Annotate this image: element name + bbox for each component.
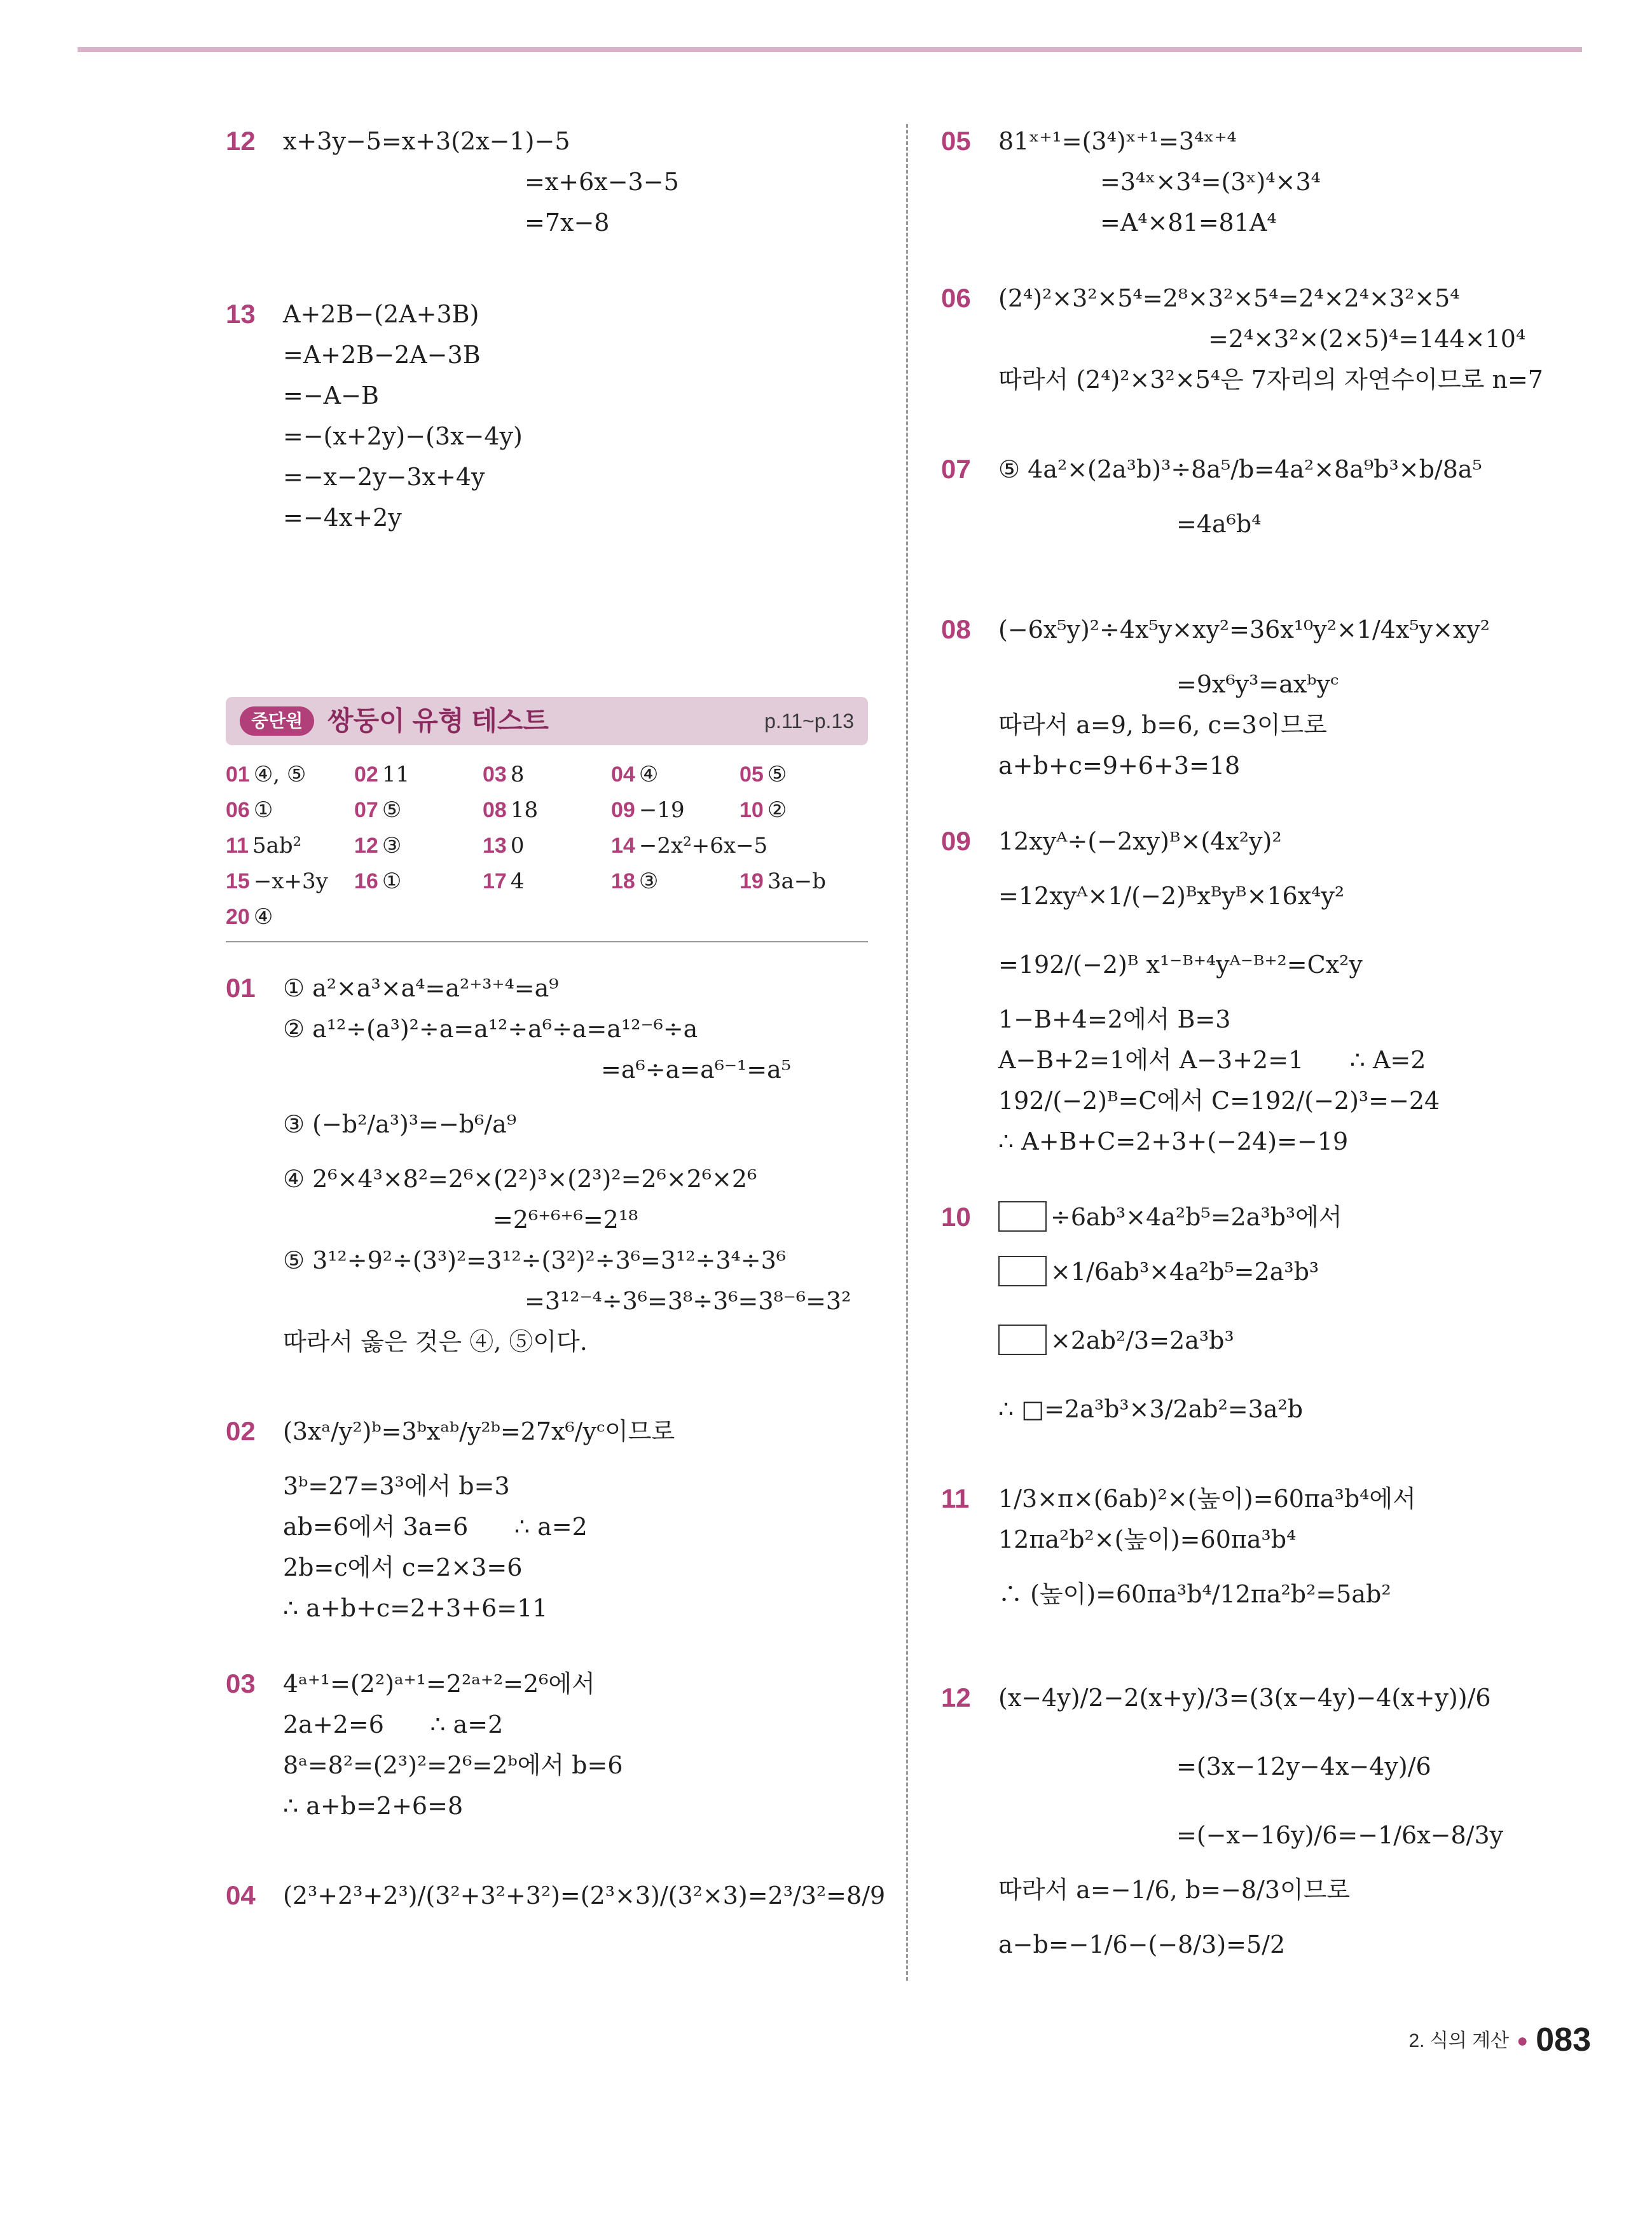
equation-line: =2⁴×3²×(2×5)⁴=144×10⁴ bbox=[1208, 325, 1526, 353]
equation-line: ④ 2⁶×4³×8²=2⁶×(2²)³×(2³)²=2⁶×2⁶×2⁶ bbox=[283, 1165, 757, 1193]
equation-line: ③ (−b²/a³)³=−b⁶/a⁹ bbox=[283, 1110, 517, 1138]
equation-line: ÷6ab³×4a²b⁵=2a³b³에서 bbox=[998, 1197, 1590, 1237]
answer-item: 12 ③ bbox=[354, 833, 402, 858]
equation-line: ② a¹²÷(a³)²÷a=a¹²÷a⁶÷a=a¹²⁻⁶÷a bbox=[283, 1015, 698, 1043]
equation-line: =−A−B bbox=[283, 382, 379, 410]
problem-number: 05 bbox=[941, 126, 971, 156]
answer-item: 15 −x+3y bbox=[226, 869, 328, 894]
problem-number: 04 bbox=[226, 1880, 256, 1910]
solution-05 bbox=[941, 121, 1590, 243]
answer-item: 14 −2x²+6x−5 bbox=[611, 833, 768, 858]
equation-line: A−B+2=1에서 A−3+2=1 ∴ A=2 bbox=[998, 1046, 1426, 1074]
problem-13 bbox=[226, 294, 868, 538]
answer-item: 05 ⑤ bbox=[740, 762, 787, 787]
equation-line: =12xyᴬ×1/(−2)ᴮxᴮyᴮ×16x⁴y² bbox=[998, 882, 1345, 910]
chapter-label: 2. 식의 계산 bbox=[1408, 2030, 1510, 2051]
equation-line: ×2ab²/3=2a³b³ bbox=[998, 1306, 1590, 1375]
equation-line: =3⁴ˣ×3⁴=(3ˣ)⁴×3⁴ bbox=[1100, 168, 1321, 196]
solution-11 bbox=[941, 1478, 1590, 1628]
equation-line: ab=6에서 3a=6 ∴ a=2 bbox=[283, 1513, 588, 1541]
equation-line: ∴ A+B+C=2+3+(−24)=−19 bbox=[998, 1127, 1349, 1155]
problem-number: 11 bbox=[941, 1483, 970, 1513]
equation-line: =−4x+2y bbox=[283, 504, 402, 532]
equation-line: 81ˣ⁺¹=(3⁴)ˣ⁺¹=3⁴ˣ⁺⁴ bbox=[998, 127, 1237, 155]
equation-line: 따라서 a=9, b=6, c=3이므로 bbox=[998, 711, 1327, 739]
equation-line: =−x−2y−3x+4y bbox=[283, 463, 485, 491]
equation-line: =4a⁶b⁴ bbox=[1176, 510, 1262, 538]
equation-line: ∴ (높이)=60πa³b⁴/12πa²b²=5ab² bbox=[998, 1580, 1391, 1608]
equation-line: =A+2B−2A−3B bbox=[283, 341, 481, 369]
solution-02 bbox=[226, 1397, 868, 1628]
problem-number: 03 bbox=[226, 1669, 256, 1698]
problem-number: 12 bbox=[941, 1683, 971, 1712]
equation-line: (2³+2³+2³)/(3²+3²+3²)=(2³×3)/(3²×3)=2³/3²=8/9 bbox=[283, 1882, 886, 1910]
equation-line: 3ᵇ=27=3³에서 b=3 bbox=[283, 1472, 510, 1500]
answer-item: 08 18 bbox=[483, 797, 539, 823]
answer-item: 04 ④ bbox=[611, 762, 659, 787]
left-column bbox=[226, 121, 886, 1930]
equation-line: 따라서 a=−1/6, b=−8/3이므로 bbox=[998, 1876, 1351, 1904]
equation-line: a−b=−1/6−(−8/3)=5/2 bbox=[998, 1931, 1286, 1958]
equation-line: a+b+c=9+6+3=18 bbox=[998, 752, 1241, 780]
equation-line: =x+6x−3−5 bbox=[525, 168, 679, 196]
equation-line: 192/(−2)ᴮ=C에서 C=192/(−2)³=−24 bbox=[998, 1087, 1440, 1115]
equation-line: =(3x−12y−4x−4y)/6 bbox=[1176, 1752, 1431, 1780]
problem-12 bbox=[226, 121, 868, 243]
equation-line: 2a+2=6 ∴ a=2 bbox=[283, 1710, 504, 1738]
equation-line: 12πa²b²×(높이)=60πa³b⁴ bbox=[998, 1525, 1297, 1553]
page-footer bbox=[1409, 2021, 1592, 2060]
answer-item: 09 −19 bbox=[611, 797, 685, 823]
section-chip: 중단원 bbox=[240, 706, 314, 736]
equation-line: ∴ a+b=2+6=8 bbox=[283, 1792, 464, 1820]
solution-04 bbox=[226, 1861, 886, 1930]
answer-item: 07 ⑤ bbox=[354, 797, 402, 823]
answer-item: 16 ① bbox=[354, 869, 402, 894]
equation-line: =7x−8 bbox=[525, 209, 610, 237]
answer-item: 11 5ab² bbox=[226, 833, 302, 858]
blank-box bbox=[998, 1201, 1047, 1232]
section-pages: p.11~p.13 bbox=[764, 710, 854, 733]
equation-line: =−(x+2y)−(3x−4y) bbox=[283, 422, 523, 450]
section-header bbox=[226, 697, 868, 745]
solution-07 bbox=[941, 435, 1590, 544]
equation-line: x+3y−5=x+3(2x−1)−5 bbox=[283, 127, 570, 155]
equation-line: ∴ □=2a³b³×3/2ab²=3a²b bbox=[998, 1395, 1304, 1423]
equation-line: 따라서 옳은 것은 ④, ⑤이다. bbox=[283, 1328, 588, 1356]
equation-line: A+2B−(2A+3B) bbox=[283, 300, 479, 328]
problem-number: 02 bbox=[226, 1416, 256, 1446]
equation-line: ×1/6ab³×4a²b⁵=2a³b³ bbox=[998, 1237, 1590, 1306]
problem-number: 08 bbox=[941, 614, 971, 644]
solution-08 bbox=[941, 595, 1590, 786]
blank-box bbox=[998, 1256, 1047, 1286]
problem-number: 10 bbox=[941, 1202, 971, 1232]
solution-06 bbox=[941, 278, 1590, 400]
equation-line: ⑤ 4a²×(2a³b)³÷8a⁵/b=4a²×8a⁹b³×b/8a⁵ bbox=[998, 455, 1482, 483]
problem-number: 13 bbox=[226, 299, 256, 329]
answer-item: 18 ③ bbox=[611, 869, 659, 894]
equation-line: ∴ a+b+c=2+3+6=11 bbox=[283, 1594, 548, 1622]
solution-09 bbox=[941, 821, 1590, 1162]
problem-number: 09 bbox=[941, 826, 971, 856]
equation-line: (−6x⁵y)²÷4x⁵y×xy²=36x¹⁰y²×1/4x⁵y×xy² bbox=[998, 616, 1490, 644]
answer-item: 06 ① bbox=[226, 797, 273, 823]
equation-line: =A⁴×81=81A⁴ bbox=[1100, 209, 1277, 237]
equation-line: =2⁶⁺⁶⁺⁶=2¹⁸ bbox=[493, 1206, 638, 1234]
answer-item: 13 0 bbox=[483, 833, 525, 858]
equation-line: (x−4y)/2−2(x+y)/3=(3(x−4y)−4(x+y))/6 bbox=[998, 1684, 1491, 1712]
problem-number: 12 bbox=[226, 126, 256, 156]
solution-01 bbox=[226, 968, 868, 1362]
equation-line: 따라서 (2⁴)²×3²×5⁴은 7자리의 자연수이므로 n=7 bbox=[998, 366, 1543, 394]
answer-item: 02 11 bbox=[354, 762, 410, 787]
answer-item: 01 ④, ⑤ bbox=[226, 762, 306, 787]
equation-line: ① a²×a³×a⁴=a²⁺³⁺⁴=a⁹ bbox=[283, 974, 559, 1002]
equation-line: =9x⁶y³=axᵇyᶜ bbox=[1176, 670, 1339, 698]
column-divider bbox=[906, 124, 908, 1981]
page-number: 083 bbox=[1536, 2021, 1591, 2058]
equation-line: 4ᵃ⁺¹=(2²)ᵃ⁺¹=2²ᵃ⁺²=2⁶에서 bbox=[283, 1670, 595, 1698]
answer-item: 10 ② bbox=[740, 797, 787, 823]
problem-number: 06 bbox=[941, 283, 971, 313]
equation-line: =192/(−2)ᴮ x¹⁻ᴮ⁺⁴yᴬ⁻ᴮ⁺²=Cx²y bbox=[998, 951, 1363, 979]
solution-12 bbox=[941, 1663, 1590, 1979]
blank-box bbox=[998, 1325, 1047, 1355]
answer-item: 20 ④ bbox=[226, 904, 273, 930]
top-rule bbox=[78, 47, 1582, 52]
equation-line: 2b=c에서 c=2×3=6 bbox=[283, 1553, 523, 1581]
answer-grid bbox=[226, 757, 868, 942]
problem-number: 01 bbox=[226, 973, 256, 1003]
equation-line: 1/3×π×(6ab)²×(높이)=60πa³b⁴에서 bbox=[998, 1485, 1416, 1513]
answer-item: 03 8 bbox=[483, 762, 525, 787]
equation-line: =a⁶÷a=a⁶⁻¹=a⁵ bbox=[601, 1056, 791, 1084]
equation-line: (2⁴)²×3²×5⁴=2⁸×3²×5⁴=2⁴×2⁴×3²×5⁴ bbox=[998, 284, 1460, 312]
equation-line: ⑤ 3¹²÷9²÷(3³)²=3¹²÷(3²)²÷3⁶=3¹²÷3⁴÷3⁶ bbox=[283, 1246, 787, 1274]
answer-item: 17 4 bbox=[483, 869, 525, 894]
equation-line: 12xyᴬ÷(−2xy)ᴮ×(4x²y)² bbox=[998, 827, 1282, 855]
problem-number: 07 bbox=[941, 454, 971, 484]
equation-line: 8ᵃ=8²=(2³)²=2⁶=2ᵇ에서 b=6 bbox=[283, 1751, 623, 1779]
answer-item: 19 3a−b bbox=[740, 869, 826, 894]
solution-10 bbox=[941, 1197, 1590, 1443]
bullet-icon: ● bbox=[1517, 2030, 1529, 2051]
right-column bbox=[941, 121, 1590, 1979]
equation-line: =3¹²⁻⁴÷3⁶=3⁸÷3⁶=3⁸⁻⁶=3² bbox=[525, 1287, 851, 1315]
solution-03 bbox=[226, 1663, 868, 1826]
section-title: 쌍둥이 유형 테스트 bbox=[327, 706, 549, 736]
equation-line: =(−x−16y)/6=−1/6x−8/3y bbox=[1176, 1821, 1504, 1849]
equation-line: 1−B+4=2에서 B=3 bbox=[998, 1005, 1231, 1033]
equation-line: (3xᵃ/y²)ᵇ=3ᵇxᵃᵇ/y²ᵇ=27x⁶/yᶜ이므로 bbox=[283, 1417, 675, 1445]
